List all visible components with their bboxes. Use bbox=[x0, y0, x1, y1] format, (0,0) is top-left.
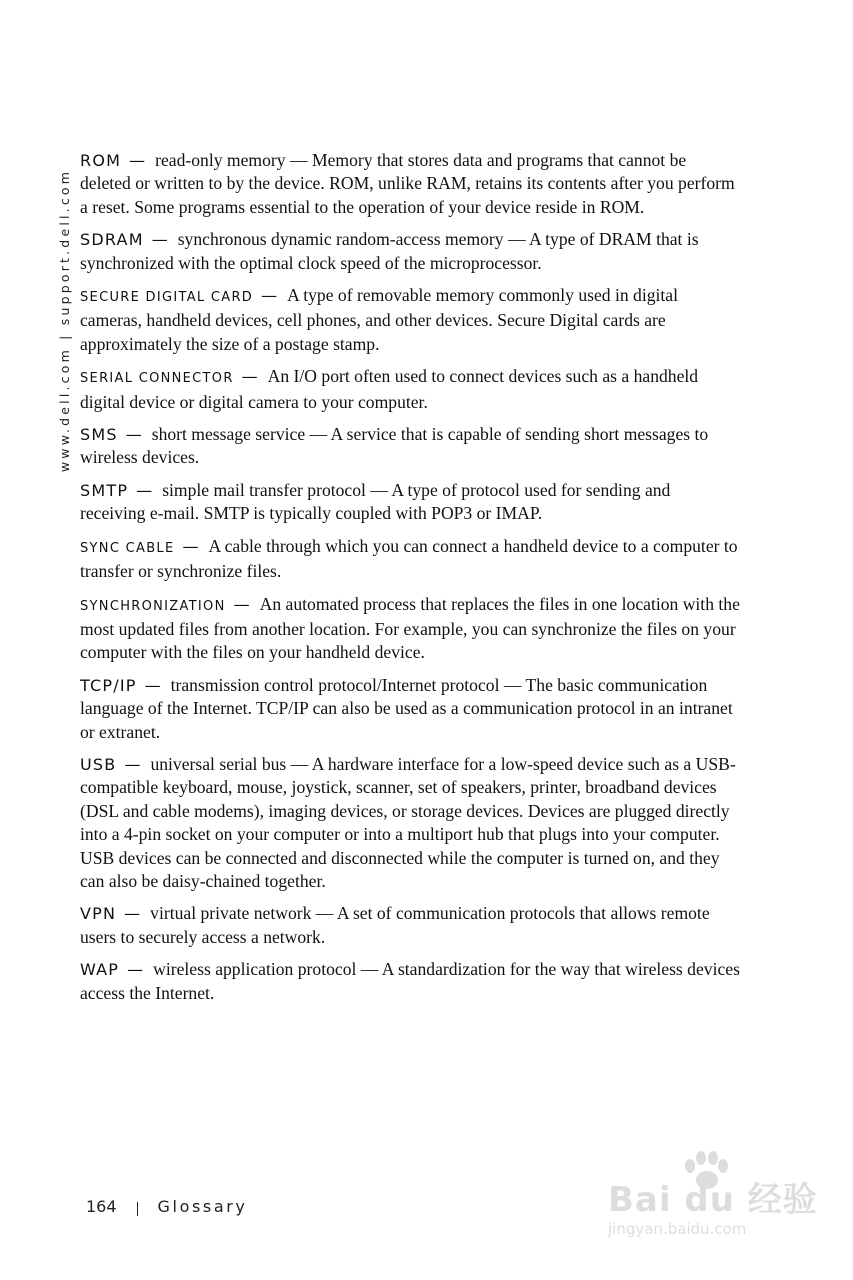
glossary-entry: USB — universal serial bus — A hardware interface for a low-speed device such as a USB-compatible keyboard, mouse, joystick, scanner, set of speakers, printer, broadband devices (DSL and cable modems), imaging devices, or storage devices. Devices are plugged directly into a 4-pin socket on your computer or into a multiport hub that plugs into your computer. USB devices can be connected and disconnected while the computer is turned on, and they can also be daisy-chained together. bbox=[80, 753, 736, 891]
glossary-term: SMS bbox=[80, 425, 118, 445]
glossary-definition: A type of removable memory commonly used in digital cameras, handheld devices, cell phones, and other devices. Secure Digital cards are approximately the size of a postage stamp. bbox=[80, 285, 679, 354]
glossary-term: VPN bbox=[80, 904, 117, 924]
glossary-definition: An I/O port often used to connect devices such as a handheld digital device or digital camera to your computer. bbox=[80, 366, 699, 412]
glossary-entry: SMTP — simple mail transfer protocol — A type of protocol used for sending and receiving e-mail. SMTP is typically coupled with POP3 or IMAP. bbox=[80, 479, 671, 524]
baidu-watermark bbox=[600, 1150, 818, 1250]
glossary-entry: TCP/IP — transmission control protocol/Internet protocol — The basic communication language of the Internet. TCP/IP can also be used as a communication protocol in an intranet or extranet. bbox=[80, 674, 733, 742]
footer-divider bbox=[137, 1202, 138, 1216]
glossary-definition: A cable through which you can connect a handheld device to a computer to transfer or synchronize files. bbox=[80, 535, 738, 582]
glossary-definition: virtual private network — A set of communication protocols that allows remote users to securely access a network. bbox=[80, 903, 710, 947]
glossary-term: SYNC CABLE bbox=[80, 540, 175, 556]
glossary-term: SDRAM bbox=[80, 230, 144, 250]
watermark-brand: Bai du 经验 bbox=[608, 1180, 818, 1220]
glossary-entry: SMS — short message service — A service that is capable of sending short messages to wireless devices. bbox=[80, 424, 709, 468]
page-footer bbox=[86, 1197, 248, 1216]
glossary-definition: read-only memory — Memory that stores data and programs that cannot be deleted or written to by the device. ROM, unlike RAM, retains its contents after you perform a reset. Some programs essential to the operation of your device reside in ROM. bbox=[80, 150, 735, 217]
section-title: Glossary bbox=[157, 1197, 248, 1216]
glossary-entry: SYNC CABLE — A cable through which you can connect a handheld device to a computer to transfer or synchronize files. bbox=[80, 535, 738, 582]
glossary-term: SMTP bbox=[80, 480, 129, 500]
glossary-term: SECURE DIGITAL CARD bbox=[80, 290, 254, 306]
glossary-term: ROM bbox=[80, 151, 122, 170]
glossary-entry: WAP — wireless application protocol — A standardization for the way that wireless devices access the Internet. bbox=[80, 959, 740, 1003]
glossary-entry: SECURE DIGITAL CARD — A type of removable memory commonly used in digital cameras, handheld devices, cell phones, and other devices. Secure Digital cards are approximately the size of a postage stamp. bbox=[80, 285, 679, 354]
glossary-term: USB bbox=[80, 754, 117, 774]
glossary-term: SERIAL CONNECTOR bbox=[80, 371, 234, 387]
glossary-definition: An automated process that replaces the files in one location with the most updated files from another location. For example, you can synchronize the files on your computer with the files on your handheld device. bbox=[80, 593, 740, 663]
page-number: 164 bbox=[86, 1197, 117, 1216]
side-url-text: www.dell.com | support.dell.com bbox=[57, 168, 73, 473]
glossary-definition: universal serial bus — A hardware interface for a low-speed device such as a USB-compatible keyboard, mouse, joystick, scanner, set of speakers, printer, broadband devices (DSL and cable modems), imaging devices, or storage devices. Devices are plugged directly into a 4-pin socket on your computer or into a multiport hub that plugs into your computer. USB devices can be connected and disconnected while the computer is turned on, and they can also be daisy-chained together. bbox=[80, 753, 736, 891]
glossary-definition: wireless application protocol — A standardization for the way that wireless devices access the Internet. bbox=[80, 959, 740, 1003]
glossary-term: WAP bbox=[80, 960, 120, 980]
glossary-definition: transmission control protocol/Internet protocol — The basic communication language of the Internet. TCP/IP can also be used as a communication protocol in an intranet or extranet. bbox=[80, 674, 733, 742]
glossary-term: TCP/IP bbox=[80, 675, 137, 695]
watermark-url: jingyan.baidu.com bbox=[608, 1220, 747, 1238]
glossary-content bbox=[80, 149, 740, 1014]
glossary-entry: VPN — virtual private network — A set of communication protocols that allows remote users to securely access a network. bbox=[80, 903, 710, 947]
glossary-entry: SERIAL CONNECTOR — An I/O port often used to connect devices such as a handheld digital device or digital camera to your computer. bbox=[80, 366, 699, 412]
glossary-entry: SYNCHRONIZATION — An automated process that replaces the files in one location with the most updated files from another location. For example, you can synchronize the files on your computer with the files on your handheld device. bbox=[80, 593, 740, 663]
glossary-entry: ROM — read-only memory — Memory that stores data and programs that cannot be deleted or written to by the device. ROM, unlike RAM, retains its contents after you perform a reset. Some programs essential to the operation of your device reside in ROM. bbox=[80, 150, 735, 217]
side-url-label bbox=[56, 153, 74, 488]
glossary-term: SYNCHRONIZATION bbox=[80, 598, 226, 614]
glossary-definition: short message service — A service that is capable of sending short messages to wireless devices. bbox=[80, 424, 709, 468]
glossary-definition: simple mail transfer protocol — A type of protocol used for sending and receiving e-mail. SMTP is typically coupled with POP3 or IMAP. bbox=[80, 479, 671, 524]
glossary-entry: SDRAM — synchronous dynamic random-access memory — A type of DRAM that is synchronized with the optimal clock speed of the microprocessor. bbox=[80, 229, 699, 273]
glossary-definition: synchronous dynamic random-access memory — A type of DRAM that is synchronized with the optimal clock speed of the microprocessor. bbox=[80, 229, 699, 273]
